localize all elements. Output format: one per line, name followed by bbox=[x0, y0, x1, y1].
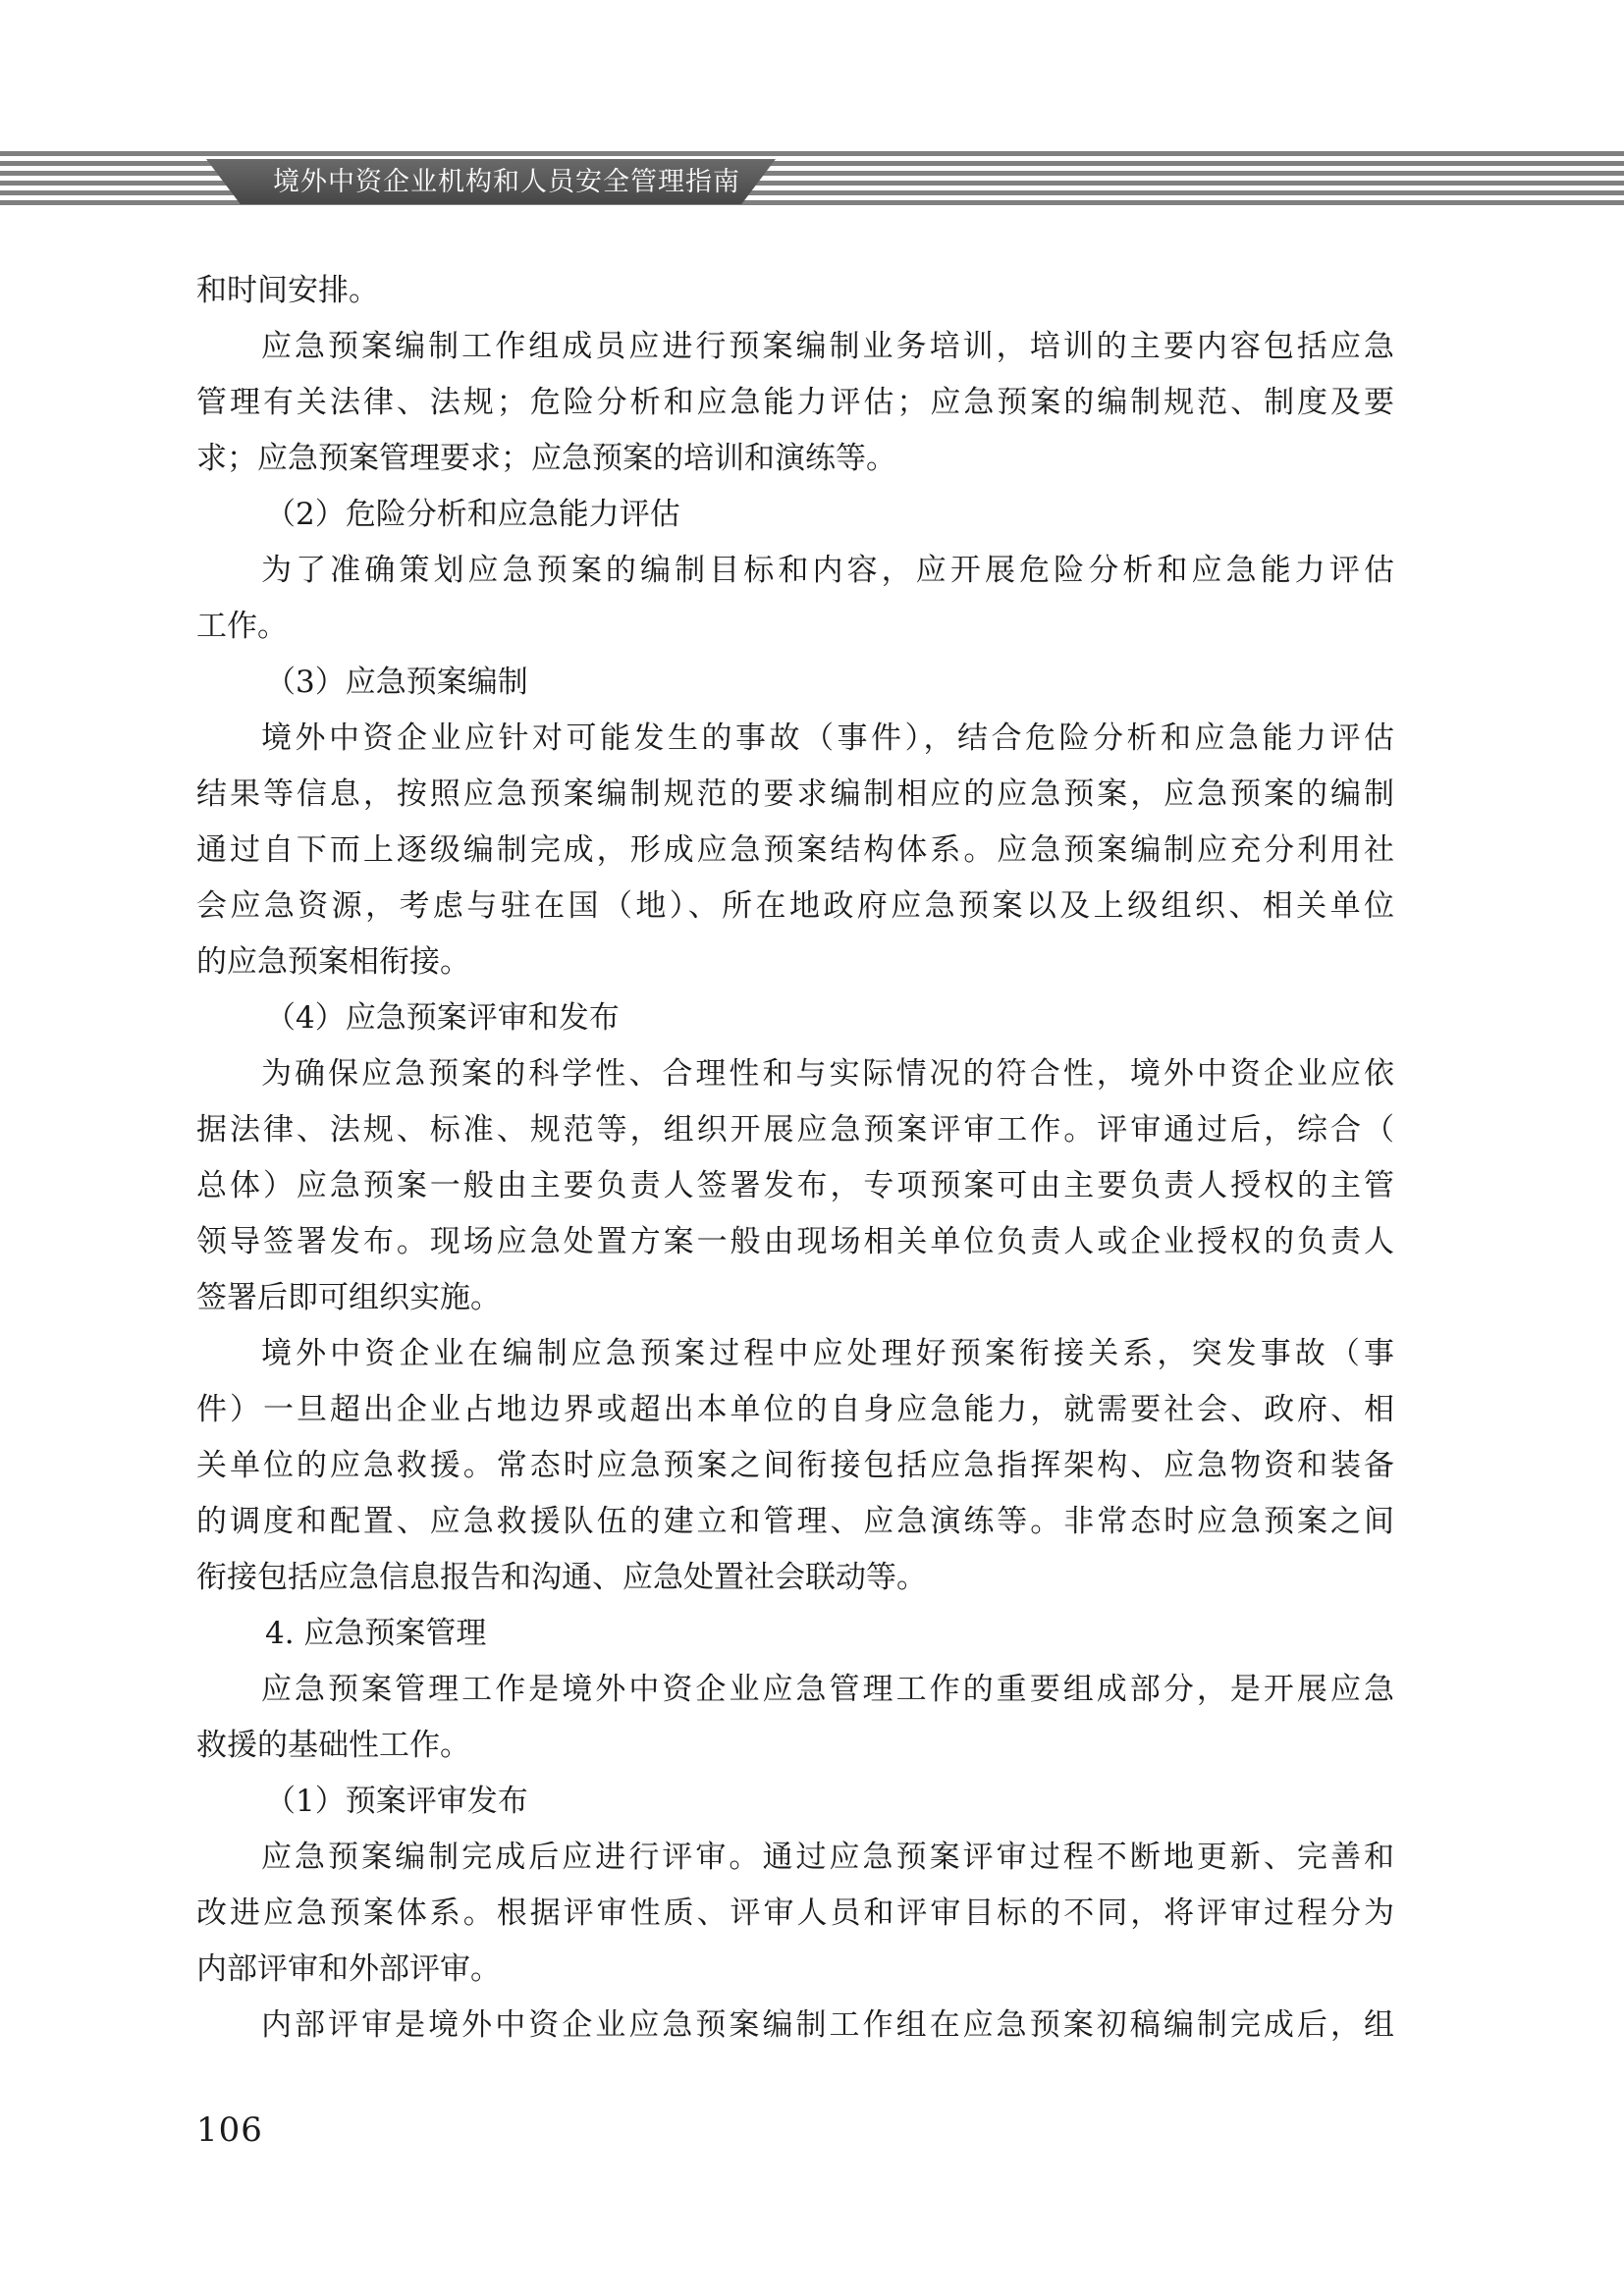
text-line: 求；应急预案管理要求；应急预案的培训和演练等。 bbox=[196, 441, 896, 476]
text-line: 境外中资企业应针对可能发生的事故（事件），结合危险分析和应急能力评估 bbox=[261, 721, 1394, 756]
text-line: 签署后即可组织实施。 bbox=[196, 1280, 501, 1315]
section-heading: （4）应急预案评审和发布 bbox=[265, 1000, 620, 1036]
text-line: 结果等信息，按照应急预案编制规范的要求编制相应的应急预案，应急预案的编制 bbox=[196, 776, 1394, 812]
text-line: 的应急预案相衔接。 bbox=[196, 944, 470, 980]
text-line: 会应急资源，考虑与驻在国（地）、所在地政府应急预案以及上级组织、相关单位 bbox=[196, 888, 1394, 924]
text-line: 内部评审和外部评审。 bbox=[196, 1951, 501, 1987]
header-title: 境外中资企业机构和人员安全管理指南 bbox=[273, 167, 740, 197]
page-number: 106 bbox=[196, 2110, 263, 2150]
text-line: 总体）应急预案一般由主要负责人签署发布，专项预案可由主要负责人授权的主管 bbox=[196, 1168, 1394, 1203]
text-line: 工作。 bbox=[196, 609, 288, 644]
text-line: 应急预案管理工作是境外中资企业应急管理工作的重要组成部分，是开展应急 bbox=[261, 1672, 1394, 1707]
text-line: 应急预案编制完成后应进行评审。通过应急预案评审过程不断地更新、完善和 bbox=[261, 1840, 1394, 1875]
text-line: 通过自下而上逐级编制完成，形成应急预案结构体系。应急预案编制应充分利用社 bbox=[196, 832, 1394, 868]
text-line: 领导签署发布。现场应急处置方案一般由现场相关单位负责人或企业授权的负责人 bbox=[196, 1224, 1394, 1259]
text-line: 为确保应急预案的科学性、合理性和与实际情况的符合性，境外中资企业应依 bbox=[261, 1056, 1394, 1092]
section-heading: （3）应急预案编制 bbox=[265, 665, 528, 700]
text-line: 为了准确策划应急预案的编制目标和内容，应开展危险分析和应急能力评估 bbox=[261, 553, 1394, 588]
text-line: 境外中资企业在编制应急预案过程中应处理好预案衔接关系，突发事故（事 bbox=[261, 1336, 1394, 1371]
section-heading: （1）预案评审发布 bbox=[265, 1784, 528, 1819]
text-line: 的调度和配置、应急救援队伍的建立和管理、应急演练等。非常态时应急预案之间 bbox=[196, 1504, 1394, 1539]
running-header bbox=[0, 147, 1624, 216]
text-line: 件）一旦超出企业占地边界或超出本单位的自身应急能力，就需要社会、政府、相 bbox=[196, 1392, 1394, 1427]
text-line: 关单位的应急救援。常态时应急预案之间衔接包括应急指挥架构、应急物资和装备 bbox=[196, 1448, 1394, 1483]
text-line: 据法律、法规、标准、规范等，组织开展应急预案评审工作。评审通过后，综合（ bbox=[196, 1112, 1394, 1148]
text-line: 改进应急预案体系。根据评审性质、评审人员和评审目标的不同，将评审过程分为 bbox=[196, 1896, 1394, 1931]
section-heading: 4. 应急预案管理 bbox=[265, 1616, 487, 1651]
text-line: 衔接包括应急信息报告和沟通、应急处置社会联动等。 bbox=[196, 1560, 927, 1595]
body-text bbox=[196, 263, 1394, 2054]
text-line: 和时间安排。 bbox=[196, 273, 379, 308]
text-line: 管理有关法律、法规；危险分析和应急能力评估；应急预案的编制规范、制度及要 bbox=[196, 385, 1394, 420]
text-line: 内部评审是境外中资企业应急预案编制工作组在应急预案初稿编制完成后，组 bbox=[261, 2007, 1394, 2043]
text-line: 救援的基础性工作。 bbox=[196, 1728, 470, 1763]
section-heading: （2）危险分析和应急能力评估 bbox=[265, 497, 680, 532]
text-line: 应急预案编制工作组成员应进行预案编制业务培训，培训的主要内容包括应急 bbox=[261, 329, 1394, 364]
